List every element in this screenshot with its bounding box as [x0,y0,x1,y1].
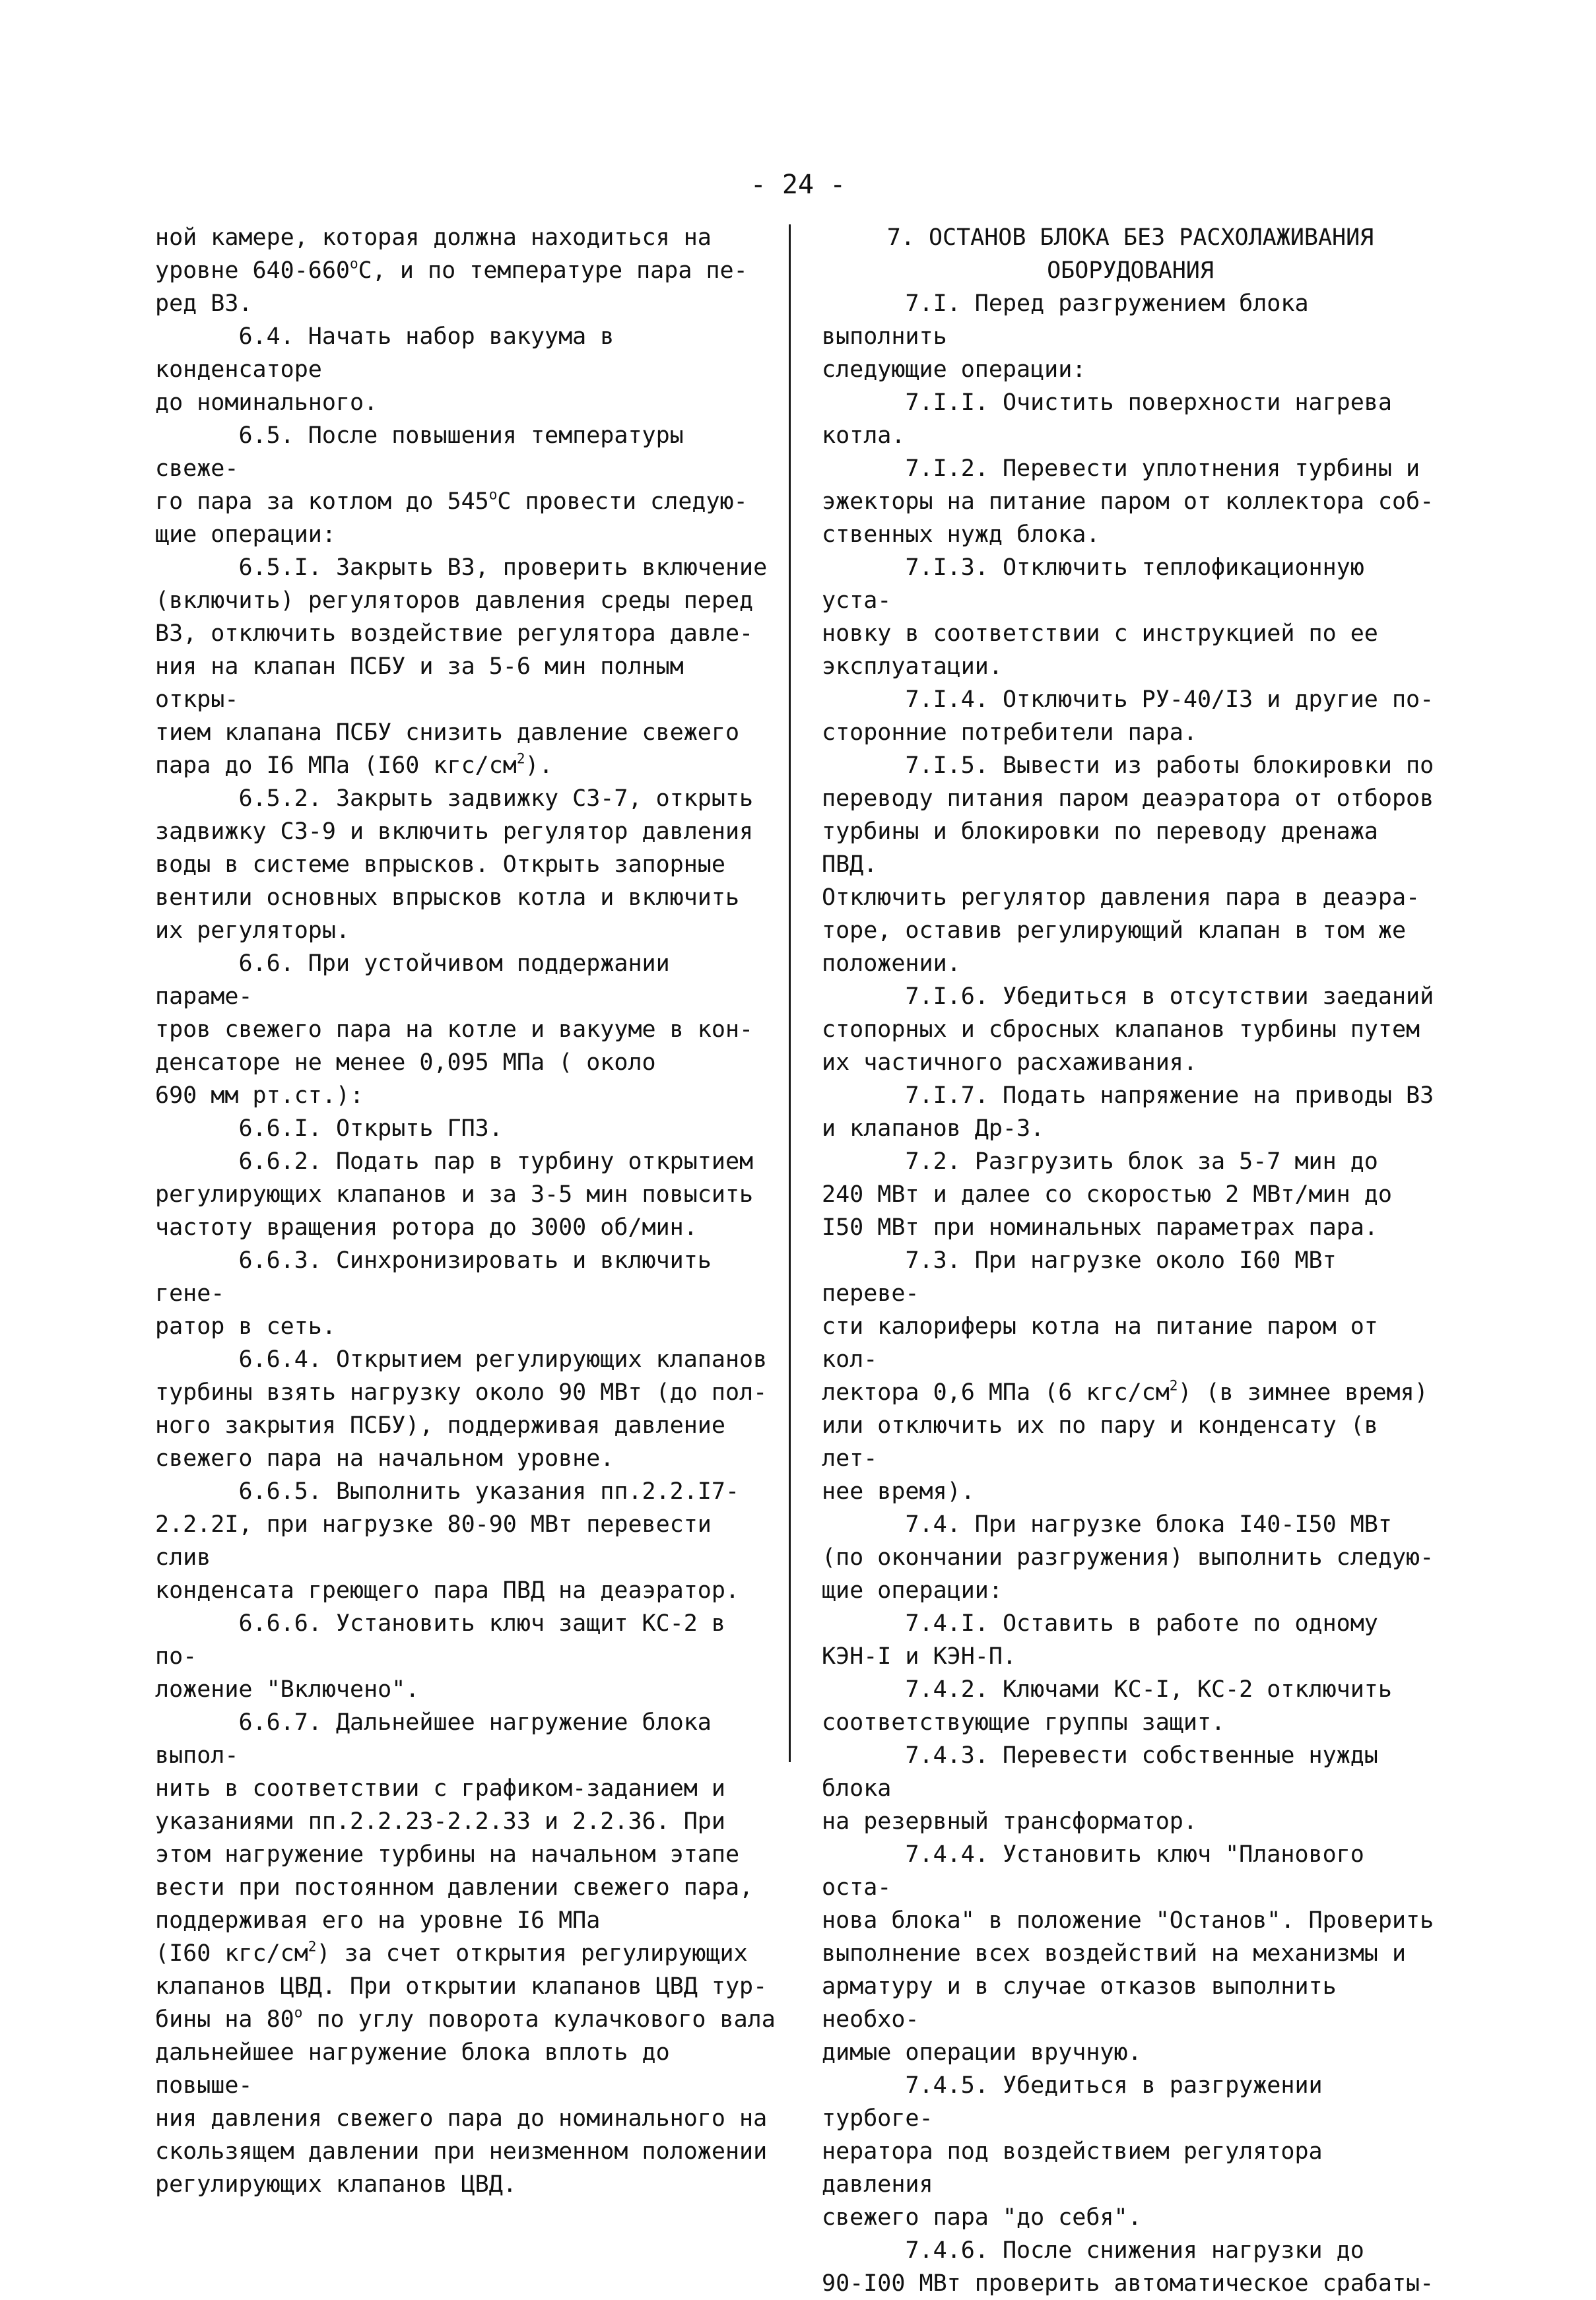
paragraph-6-6-2: 6.6.2. Подать пар в турбину открытием регулирующих клапанов и за 3-5 мин повысить частоту вращения ротора до 3000 об/мин. [155,1148,754,1241]
paragraph-6-5: 6.5. После повышения температуры свеже- го пара за котлом до $545^оС$ провести следую- щие операции: [155,422,748,548]
paragraph-6-6-4: 6.6.4. Открытием регулирующих клапанов турбины взять нагрузку около 90 МВт (до пол- ного закрытия ПСБУ), поддерживая давление свежего пара на начальном уровне. [155,1346,768,1472]
paragraph-7-4-2: 7.4.2. Ключами КС-I, КС-2 отключить соответствующие группы защит. [822,1676,1392,1736]
paragraph-continuation: ной камере, которая должна находиться на уровне $640-660^оС$, и по температуре пара пе- ред ВЗ. [155,224,748,317]
column-divider [789,224,791,1762]
paragraph-7-4: 7.4. При нагрузке блока I40-I50 МВт (по окончании разгружения) выполнить следую- щие операции: [822,1511,1434,1604]
paragraph-6-6-6: 6.6.6. Установить ключ защит КС-2 в по- ложение "Включено". [155,1610,725,1703]
paragraph-6-6-1: 6.6.I. Открыть ГПЗ. [155,1115,503,1142]
paragraph-7-2: 7.2. Разгрузить блок за 5-7 мин до 240 МВт и далее со скоростью 2 МВт/мин до I50 МВт при номинальных параметрах пара. [822,1148,1392,1241]
right-column [822,221,1439,2300]
paragraph-7-1-2: 7.I.2. Перевести уплотнения турбины и эжекторы на питание паром от коллектора соб- ственных нужд блока. [822,455,1434,548]
paragraph-7-1-1: 7.I.I. Очистить поверхности нагрева котла. [822,389,1392,449]
paragraph-6-4: 6.4. Начать набор вакуума в конденсаторе до номинального. [155,323,615,416]
paragraph-7-4-3: 7.4.3. Перевести собственные нужды блока на резервный трансформатор. [822,1742,1378,1835]
left-column [155,221,779,2201]
paragraph-7-4-1: 7.4.I. Оставить в работе по одному КЭН-I и КЭН-П. [822,1610,1378,1670]
paragraph-6-6: 6.6. При устойчивом поддержании параме- тров свежего пара на котле и вакууме в кон- денсаторе не менее 0,095 МПа ( около 690 мм рт.ст.): [155,950,754,1109]
paragraph-7-3: 7.3. При нагрузке около I60 МВт переве- сти калориферы котла на питание паром от кол- лектора 0,6 МПа (6 кгс/$см^2$) (в зимнее время) или отключить их по пару и конденсату (в лет- нее время). [822,1247,1428,1505]
paragraph-6-6-7: 6.6.7. Дальнейшее нагружение блока выпол- нить в соответствии с графиком-заданием и указаниями пп.2.2.23-2.2.33 и 2.2.36. При этом нагружение турбины на начальном этапе вести при постоянном давлении свежего пара, поддерживая его на уровне I6 МПа (I60 кгс/$см^2$) за счет открытия регулирующих клапанов ЦВД. При открытии клапанов ЦВД тур- бины на $80^о$ по углу поворота кулачкового вала дальнейшее нагружение блока вплоть до повыше- ния давления свежего пара до номинального на скользящем давлении при неизменном положении регулирующих клапанов ЦВД. [155,1709,776,2198]
paragraph-7-1-3: 7.I.3. Отключить теплофикационную уста- новку в соответствии с инструкцией по ее эксплуатации. [822,554,1378,680]
paragraph-7-4-5: 7.4.5. Убедиться в разгружении турбоге- нератора под воздействием регулятора давления свежего пара "до себя". [822,2072,1323,2231]
paragraph-6-6-3: 6.6.3. Синхронизировать и включить гене- ратор в сеть. [155,1247,712,1340]
page-number: - 24 - [750,170,846,200]
paragraph-7-1-6: 7.I.6. Убедиться в отсутствии заеданий стопорных и сбросных клапанов турбины путем их частичного расхаживания. [822,983,1434,1076]
paragraph-7-4-6: 7.4.6. После снижения нагрузки до 90-I00 МВт проверить автоматическое срабаты- [822,2237,1434,2297]
paragraph-6-5-1: 6.5.I. Закрыть ВЗ, проверить включение (включить) регуляторов давления среды перед ВЗ, отключить воздействие регулятора давле- ния на клапан ПСБУ и за 5-6 мин полным откры- тием клапана ПСБУ снизить давление свежего пара до I6 МПа (I60 кгс/$см^2$). [155,554,768,779]
paragraph-7-1-7: 7.I.7. Подать напряжение на приводы ВЗ и клапанов Др-3. [822,1082,1434,1142]
section-title: 7. ОСТАНОВ БЛОКА БЕЗ РАСХОЛАЖИВАНИЯ ОБОРУДОВАНИЯ [886,224,1374,284]
paragraph-7-1: 7.I. Перед разгружением блока выполнить следующие операции: [822,290,1309,383]
paragraph-7-4-4: 7.4.4. Установить ключ "Планового оста- нова блока" в положение "Останов". Проверить выполнение всех воздействий на механизмы и арматуру и в случае отказов выполнить необхо- димые операции вручную. [822,1841,1434,2066]
paragraph-6-6-5: 6.6.5. Выполнить указания пп.2.2.I7- 2.2.2I, при нагрузке 80-90 МВт перевести слив конденсата греющего пара ПВД на деаэратор. [155,1478,740,1604]
paragraph-6-5-2: 6.5.2. Закрыть задвижку СЗ-7, открыть задвижку СЗ-9 и включить регулятор давления воды в системе впрысков. Открыть запорные вентили основных впрысков котла и включить их регуляторы. [155,785,754,944]
paragraph-7-1-4: 7.I.4. Отключить РУ-40/I3 и другие по- сторонние потребители пара. [822,686,1434,746]
paragraph-7-1-5: 7.I.5. Вывести из работы блокировки по переводу питания паром деаэратора от отборов турбины и блокировки по переводу дренажа ПВД. Отключить регулятор давления пара в деаэра- торе, оставив регулирующий клапан в том же положении. [822,752,1434,977]
